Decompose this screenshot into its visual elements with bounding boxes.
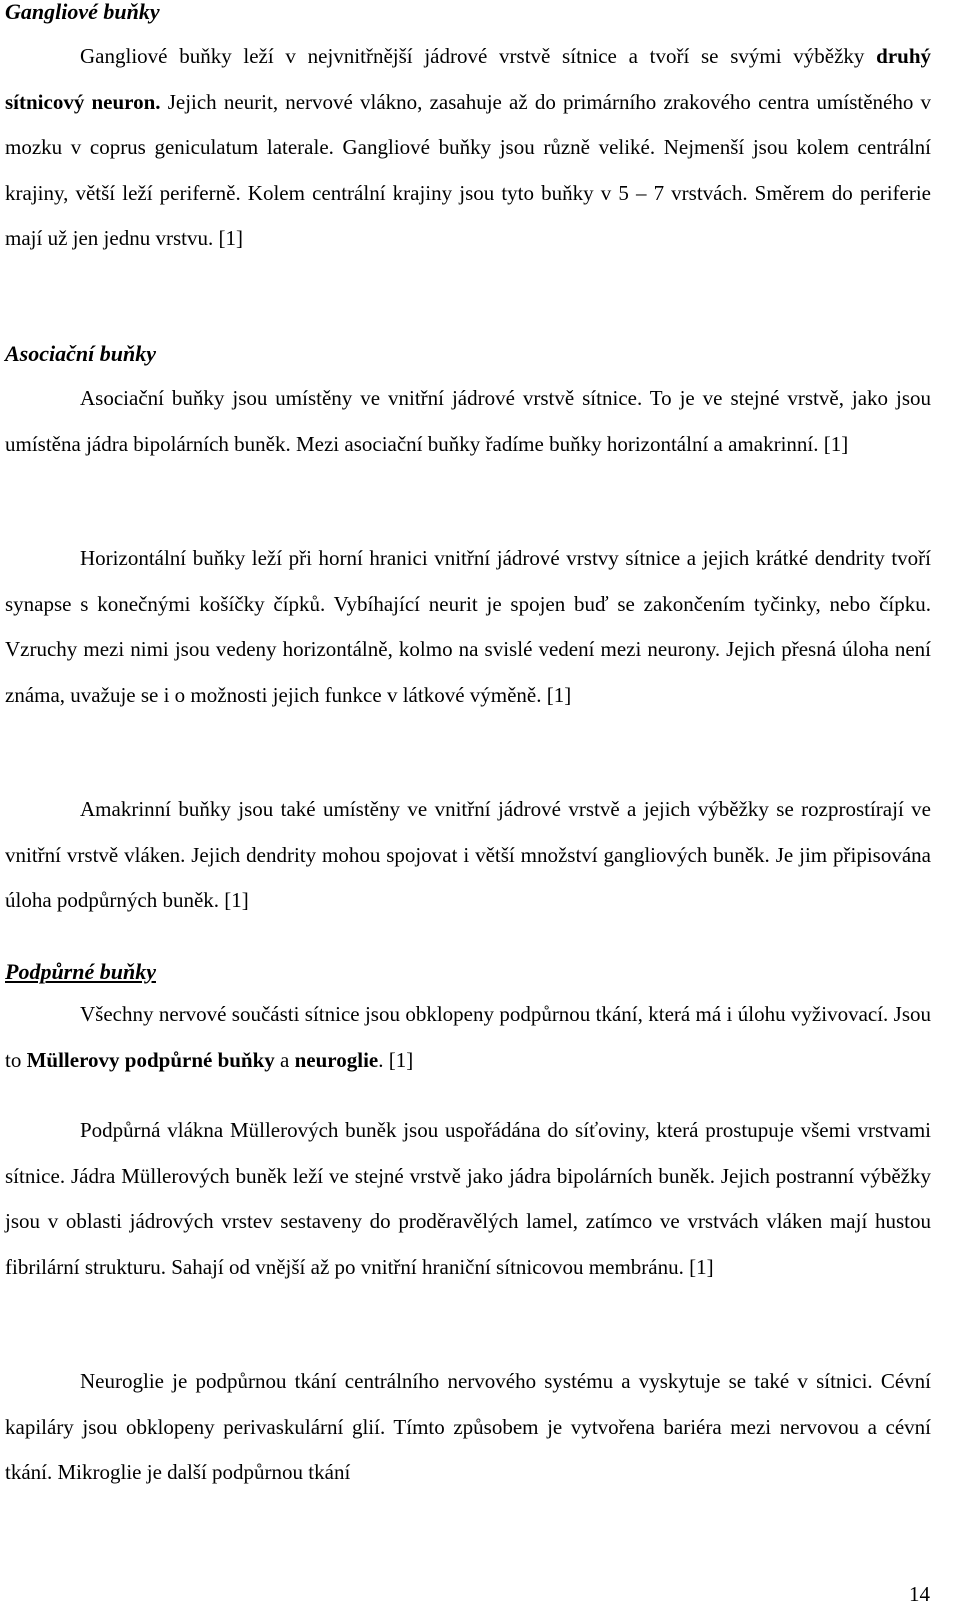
bold-term-second-neuron: druhý sítnicový neuron.	[5, 44, 931, 114]
text-run: . [1]	[378, 1047, 414, 1072]
text-run: Asociační buňky jsou umístěny ve vnitřní jádrové vrstvě sítnice. To je ve stejné vrstvě, jako jsou umístěna jádra bipolárních buněk. Mezi asociační buňky řadíme buňky horizontální a amakrinní. [1]	[5, 386, 931, 456]
paragraph-association-cells	[5, 376, 931, 467]
text-run: a	[274, 1047, 295, 1072]
paragraph-ganglion-cells	[5, 34, 931, 262]
text-run: Neuroglie je podpůrnou tkání centrálního nervového systému a vyskytuje se také v sítnici. Cévní kapiláry jsou obklopeny perivaskulární glií. Tímto způsobem je vytvořena bariéra mezi nervovou a cévní tkání. Mikroglie je další podpůrnou tkání	[5, 1369, 931, 1485]
text-run: Gangliové buňky leží v nejvnitřnější jádrové vrstvě sítnice a tvoří se svými výběžky	[80, 44, 877, 68]
page-number: 14	[909, 1582, 930, 1606]
paragraph-horizontal-cells	[5, 536, 931, 718]
paragraph-neuroglia	[5, 1359, 931, 1496]
text-run: Horizontální buňky leží při horní hranici vnitřní jádrové vrstvy sítnice a jejich krátké dendrity tvoří synapse s konečnými košíčky čípků. Vybíhající neurit je spojen buď se zakončením tyčinky, nebo čípku. Vzruchy mezi nimi jsou vedeny horizontálně, kolmo na svislé vedení mezi neurony. Jejich přesná úloha není známa, uvažuje se i o možnosti jejich funkce v látkové výměně. [1]	[5, 546, 931, 707]
paragraph-supporting-cells	[5, 992, 931, 1083]
heading-ganglion-cells: Gangliové buňky	[5, 0, 160, 24]
bold-term-neuroglia: neuroglie	[294, 1047, 379, 1072]
paragraph-muller-fibers	[5, 1108, 931, 1290]
bold-term-muller-cells: Müllerovy podpůrné buňky	[26, 1047, 275, 1072]
text-run: Všechny nervové součásti sítnice jsou obklopeny podpůrnou tkání, která má i úlohu vyživovací. Jsou to	[5, 1002, 931, 1072]
text-run: Podpůrná vlákna Müllerových buněk jsou uspořádána do síťoviny, která prostupuje všemi vrstvami sítnice. Jádra Müllerových buněk leží ve stejné vrstvě jako jádra bipolárních buněk. Jejich postranní výběžky jsou v oblasti jádrových vrstev sestaveny do proděravělých lamel, zatímco ve vrstvách vláken mají hustou fibrilární strukturu. Sahají od vnější až po vnitřní hraniční sítnicovou membránu. [1]	[5, 1118, 931, 1279]
heading-association-cells: Asociační buňky	[5, 341, 156, 366]
text-run: Jejich neurit, nervové vlákno, zasahuje až do primárního zrakového centra umístěného v mozku v coprus geniculatum laterale. Gangliové buňky jsou různě veliké. Nejmenší jsou kolem centrální krajiny, větší leží periferně. Kolem centrální krajiny jsou tyto buňky v 5 – 7 vrstvách. Směrem do periferie mají už jen jednu vrstvu. [1]	[5, 89, 931, 251]
heading-supporting-cells: Podpůrné buňky	[5, 959, 156, 984]
paragraph-amacrine-cells	[5, 787, 931, 924]
text-run: Amakrinní buňky jsou také umístěny ve vnitřní jádrové vrstvě a jejich výběžky se rozprostírají ve vnitřní vrstvě vláken. Jejich dendrity mohou spojovat i větší množství gangliových buněk. Je jim připisována úloha podpůrných buněk. [1]	[5, 797, 931, 913]
